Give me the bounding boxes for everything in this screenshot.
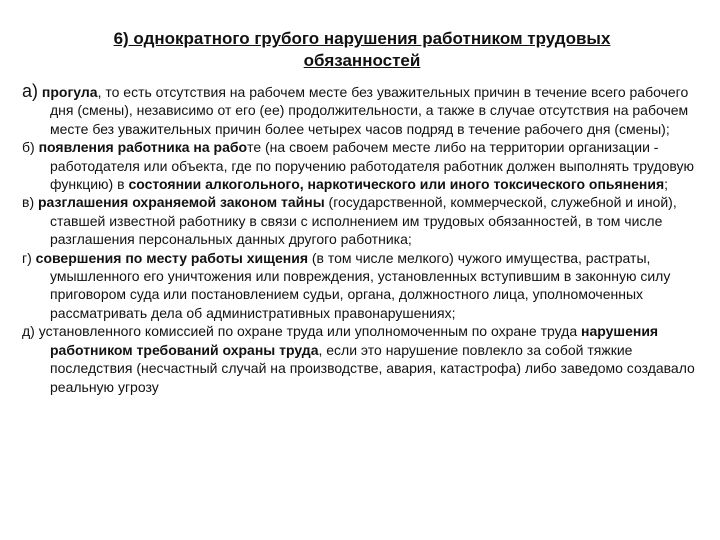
item-marker: а) (22, 81, 39, 101)
list-item-d (22, 322, 702, 396)
item-marker: д) (22, 323, 35, 340)
list-item-g (22, 249, 702, 323)
list-item-b (22, 138, 702, 193)
item-marker: г) (22, 249, 32, 266)
item-text: , если это нарушение повлекло за собой тяжкие последствия (несчастный случай на производстве, авария, катастрофа) либо заведомо создавало реальную угрозу (50, 341, 695, 395)
item-text: (в том числе мелкого) чужого имущества, растраты, умышленного его уничтожения или повреждения, установленных вступившим в законную силу приговором суда или постановлением судьи, органа, должностного лица, уполномоченных рассматривать дела об административных правонарушениях; (50, 249, 671, 321)
item-marker: в) (22, 194, 35, 211)
item-bold-term-2: состоянии алкогольного, наркотического или иного токсического опьянения (128, 176, 665, 193)
item-bold-term: прогула (41, 84, 98, 100)
item-text: те (на своем рабочем месте либо на территории организации - работодателя или объекта, где по поручению работодателя работник должен выполнять трудовую функцию) в (50, 139, 695, 193)
item-pre-text: установленного комиссией по охране труда или уполномоченным по охране труда (38, 323, 582, 340)
list-item-a (22, 82, 702, 138)
item-text: (государственной, коммерческой, служебной и иной), ставшей известной работнику в связи с исполнением им трудовых обязанностей, в том числе разглашения персональных данных другого работника; (50, 194, 677, 248)
list-item-v (22, 193, 702, 248)
item-bold-term: появления работника на рабо (38, 139, 248, 156)
item-marker: б) (22, 139, 35, 156)
slide-title: 6) однократного грубого нарушения работником трудовых обязанностей (113, 29, 611, 70)
item-text-2: ; (664, 176, 669, 193)
item-bold-term: разглашения охраняемой законом тайны (38, 194, 325, 211)
item-bold-term: нарушения работником требований охраны труда (50, 323, 659, 358)
item-bold-term: совершения по месту работы хищения (35, 249, 308, 266)
item-text: , то есть отсутствия на рабочем месте без уважительных причин в течение всего рабочего дня (смены), независимо от его (ее) продолжительности, а также в случае отсутствия на рабочем месте без уважительных причин более четырех часов подряд в течение рабочего дня (смены); (50, 84, 689, 137)
